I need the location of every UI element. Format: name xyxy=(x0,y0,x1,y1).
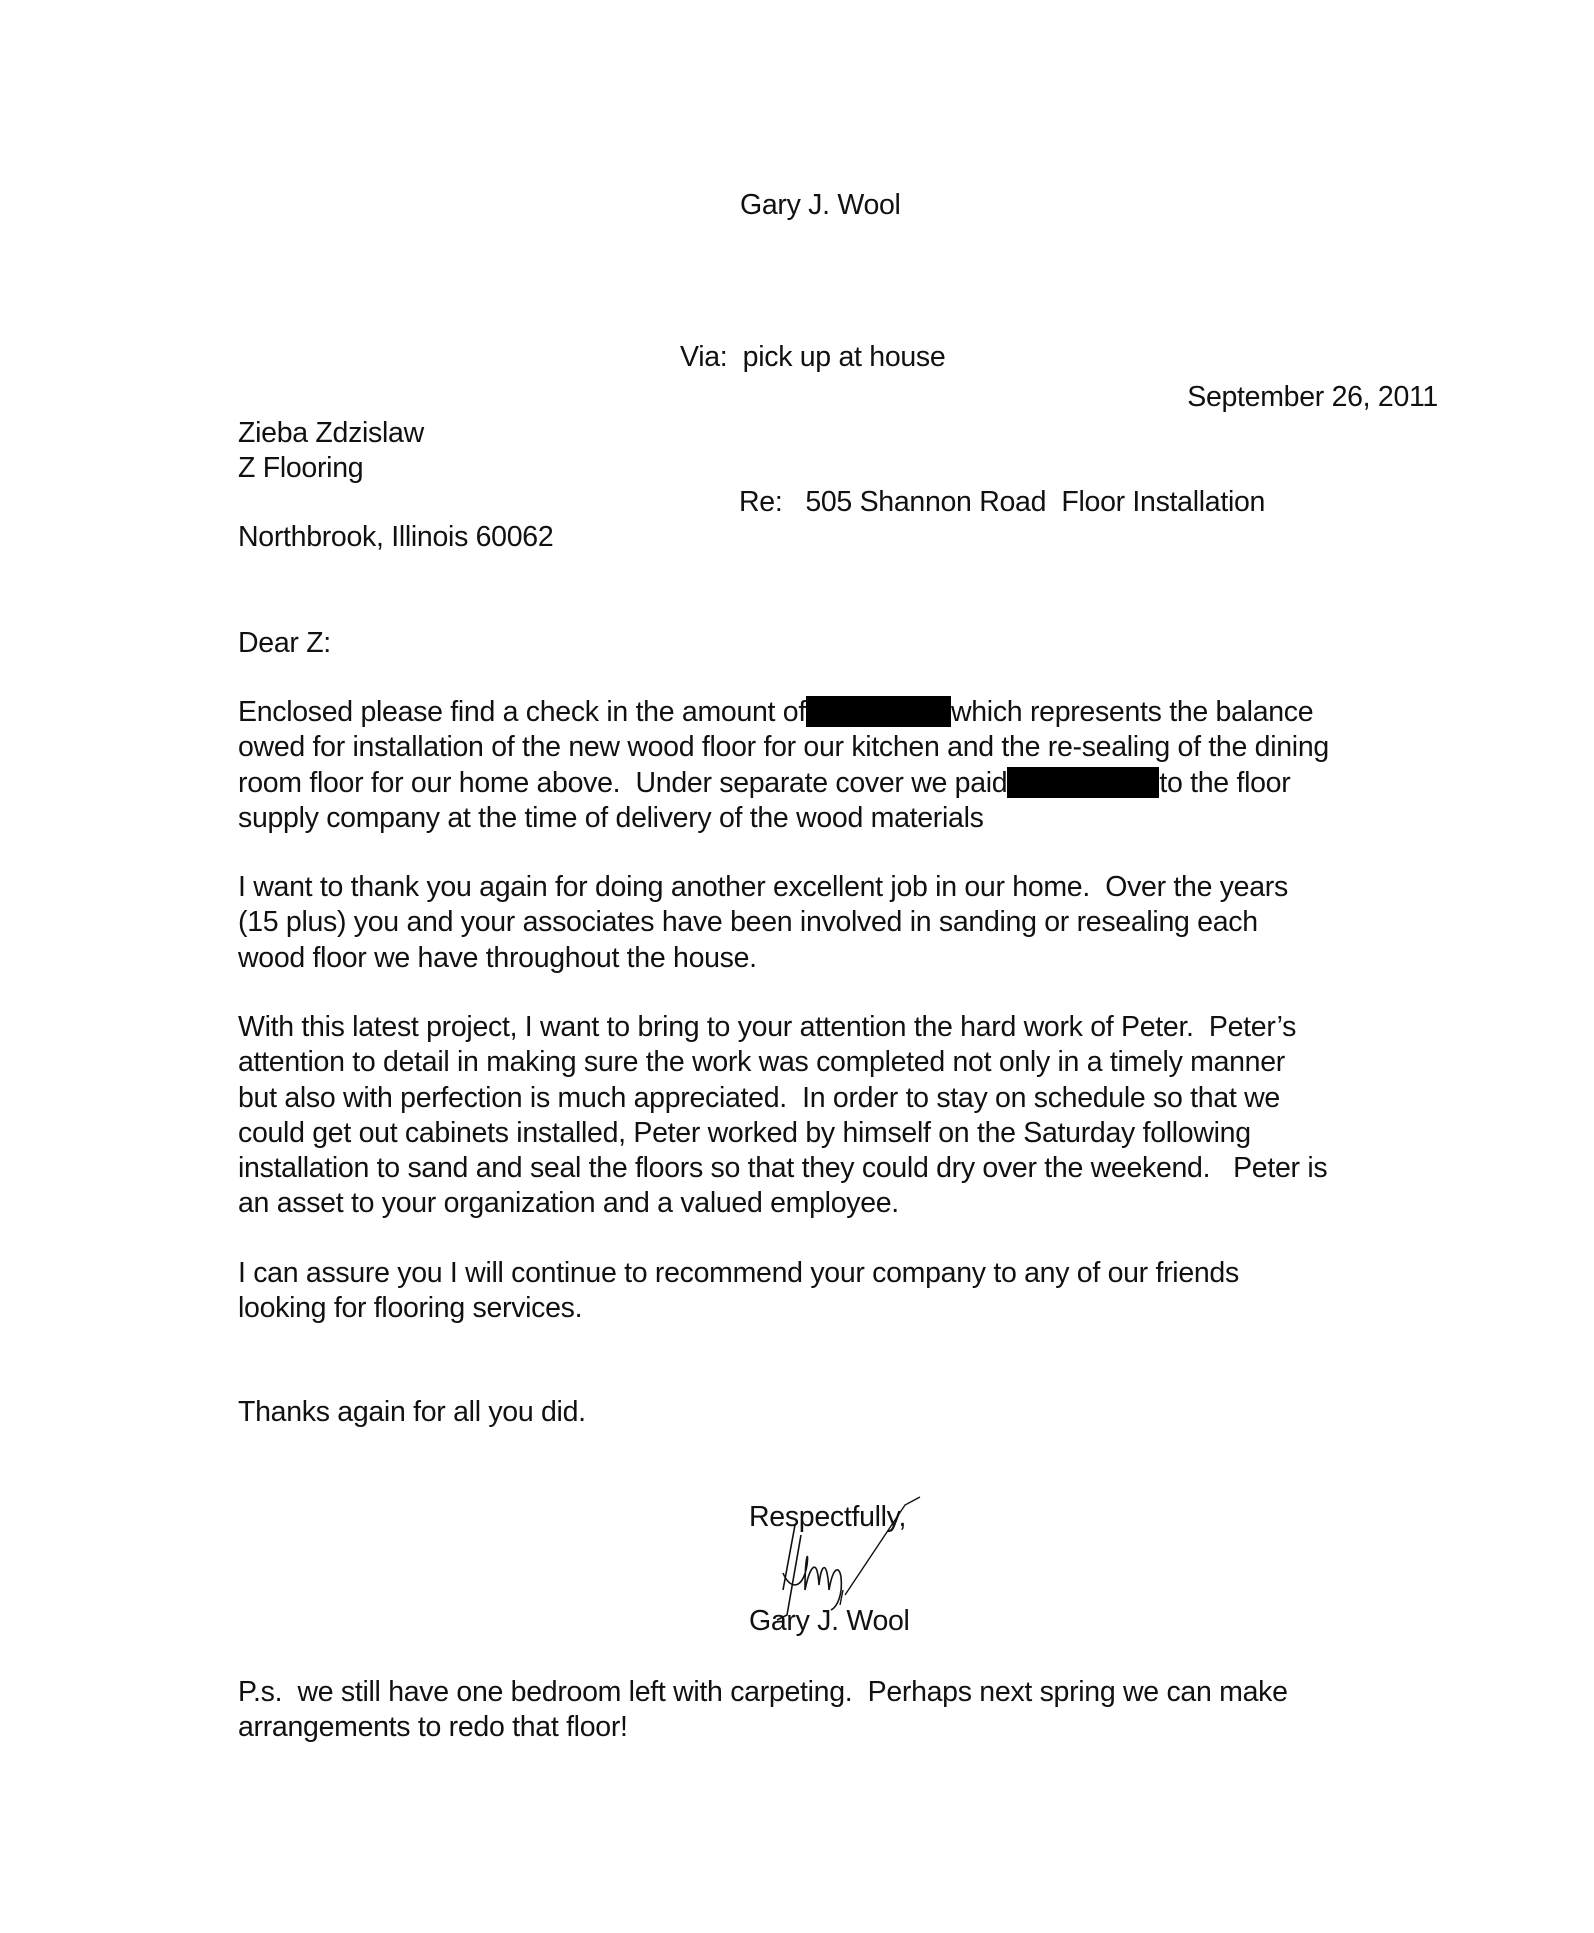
reference-value: 505 Shannon Road Floor Installation xyxy=(805,486,1266,518)
paragraph-line: With this latest project, I want to bring to your attention the hard work of Peter. Peter’s xyxy=(238,1011,1297,1043)
paragraph-closing-thanks xyxy=(238,1395,1448,1430)
paragraph-recommend xyxy=(238,1256,1448,1327)
reference-line xyxy=(739,485,1265,520)
paragraph-line: looking for flooring services. xyxy=(238,1292,583,1325)
letter-date: September 26, 2011 xyxy=(1187,381,1438,413)
paragraph-peter xyxy=(238,1010,1448,1222)
letterhead-name: Gary J. Wool xyxy=(740,189,901,221)
text-fragment: room floor for our home above. Under separate cover we paid xyxy=(238,766,1008,799)
redacted-amount xyxy=(1007,767,1159,798)
redacted-amount xyxy=(806,696,951,727)
paragraph-line: (15 plus) you and your associates have been involved in sanding or resealing each xyxy=(238,906,1258,939)
postscript xyxy=(238,1675,1448,1746)
paragraph-line: but also with perfection is much appreciated. In order to stay on schedule so that we xyxy=(238,1081,1280,1114)
paragraph-line: I can assure you I will continue to recommend your company to any of our friends xyxy=(238,1257,1239,1289)
via-value: pick up at house xyxy=(742,341,946,373)
paragraph-line: P.s. we still have one bedroom left with carpeting. Perhaps next spring we can make xyxy=(238,1676,1288,1708)
via-label: Via: xyxy=(680,341,728,373)
salutation: Dear Z: xyxy=(238,627,331,659)
paragraph-line: attention to detail in making sure the work was completed not only in a timely manner xyxy=(238,1046,1285,1079)
paragraph-line: an asset to your organization and a valued employee. xyxy=(238,1187,899,1220)
paragraph-line: owed for installation of the new wood floor for our kitchen and the re-sealing of the dining xyxy=(238,731,1329,764)
recipient-address: Northbrook, Illinois 60062 xyxy=(238,521,554,553)
reference-label: Re: xyxy=(739,486,783,518)
paragraph-line: arrangements to redo that floor! xyxy=(238,1711,628,1744)
text-fragment: Enclosed please find a check in the amount of xyxy=(238,696,806,728)
paragraph-line: installation to sand and seal the floors so that they could dry over the weekend. Peter is xyxy=(238,1152,1328,1185)
recipient-company: Z Flooring xyxy=(238,452,364,484)
text-fragment: to the floor xyxy=(1159,766,1291,799)
paragraph-line: supply company at the time of delivery of the wood materials xyxy=(238,801,984,834)
paragraph-payment xyxy=(238,695,1448,836)
paragraph-line: could get out cabinets installed, Peter worked by himself on the Saturday following xyxy=(238,1116,1251,1149)
paragraph-line: I want to thank you again for doing another excellent job in our home. Over the years xyxy=(238,871,1288,903)
paragraph-thanks xyxy=(238,870,1448,976)
signer-name: Gary J. Wool xyxy=(749,1605,910,1637)
paragraph-line: wood floor we have throughout the house. xyxy=(238,941,757,974)
delivery-method xyxy=(680,340,945,375)
recipient-name: Zieba Zdzislaw xyxy=(238,417,424,449)
paragraph-line: Thanks again for all you did. xyxy=(238,1396,586,1428)
paragraph-line xyxy=(238,695,1448,730)
paragraph-line xyxy=(238,766,1448,801)
valediction: Respectfully, xyxy=(749,1501,907,1533)
text-fragment: which represents the balance xyxy=(950,696,1314,728)
